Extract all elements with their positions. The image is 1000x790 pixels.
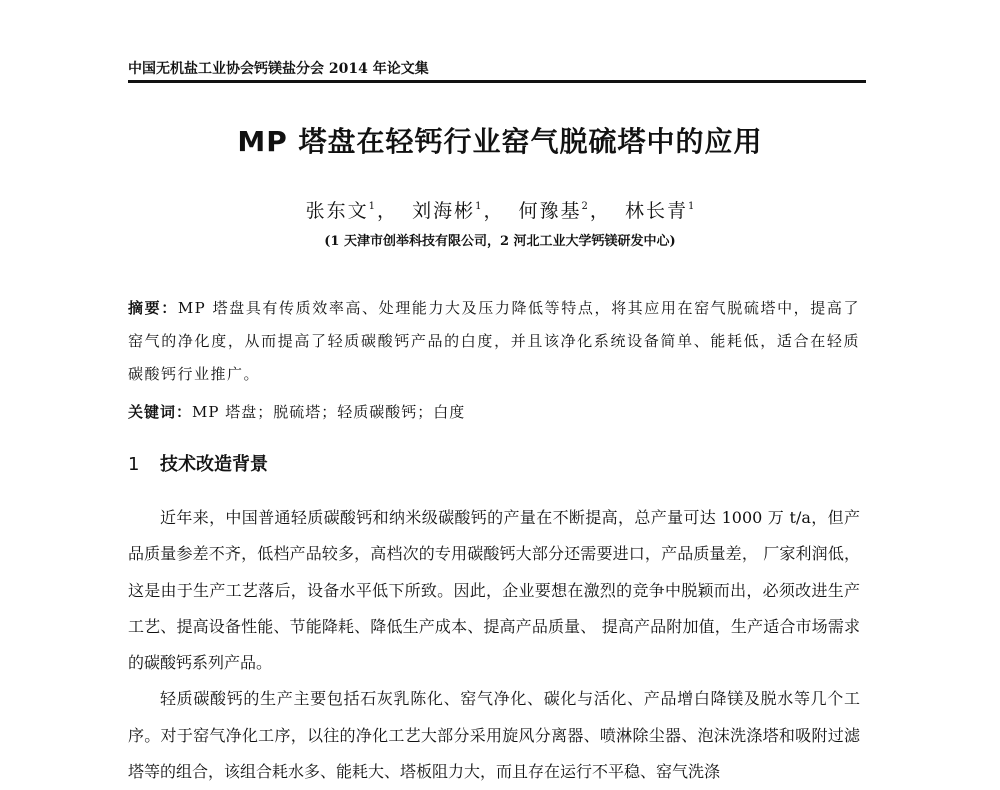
abstract (128, 292, 860, 391)
affiliation-mark: 1 (688, 201, 695, 212)
author-separator: ， (589, 200, 611, 222)
section-title: 技术改造背景 (160, 454, 268, 475)
header-rule (128, 80, 866, 83)
author-separator: ， (377, 200, 399, 222)
author-list (0, 196, 1000, 223)
affiliation-mark: 2 (581, 201, 588, 212)
author-name: 张东文 (305, 200, 369, 222)
author (519, 200, 588, 222)
abstract-label: 摘要： (128, 299, 178, 317)
keywords-text: MP 塔盘；脱硫塔；轻质碳酸钙；白度 (192, 403, 466, 421)
paper-title: MP 塔盘在轻钙行业窑气脱硫塔中的应用 (237, 125, 763, 158)
author (412, 200, 481, 222)
abstract-text: MP 塔盘具有传质效率高、处理能力大及压力降低等特点，将其应用在窑气脱硫塔中，提高了窑气的净化度，从而提高了轻质碳酸钙产品的白度，并且该净化系统设备简单、能耗低，适合在轻质碳酸钙行业推广。 (128, 299, 860, 383)
running-header: 中国无机盐工业协会钙镁盐分会 2014 年论文集 (128, 61, 429, 77)
affiliations: (1 天津市创举科技有限公司，2 河北工业大学钙镁研发中心) (324, 234, 676, 249)
keywords-label: 关键词： (128, 403, 193, 421)
author (306, 200, 375, 222)
section-heading (128, 450, 268, 476)
author-name: 林长青 (624, 200, 688, 222)
affiliation-mark: 1 (368, 201, 376, 212)
affiliation-mark: 1 (475, 201, 482, 212)
author-name: 刘海彬 (412, 200, 476, 222)
paragraph: 轻质碳酸钙的生产主要包括石灰乳陈化、窑气净化、碳化与活化、产品增白降镁及脱水等几个工序。对于窑气净化工序，以往的净化工艺大部分采用旋风分离器、喷淋除尘器、泡沫洗涤塔和吸附过滤塔等的组合，该组合耗水多、能耗大、塔板阻力大，而且存在运行不平稳、窑气洗涤 (128, 689, 860, 782)
author (625, 200, 694, 222)
keywords (128, 401, 860, 422)
section-number: 1 (128, 454, 140, 475)
section-body (128, 500, 860, 790)
author-separator: ， (483, 200, 505, 222)
author-name: 何豫基 (518, 200, 582, 222)
paragraph: 近年来，中国普通轻质碳酸钙和纳米级碳酸钙的产量在不断提高，总产量可达 1000 万 t/a，但产品质量参差不齐，低档产品较多，高档次的专用碳酸钙大部分还需要进口，产品质量差， 厂家利润低，这是由于生产工艺落后，设备水平低下所致。因此，企业要想在激烈的竞争中脱颖而出，必须改进生产工艺、提高设备性能、节能降耗、降低生产成本、提高产品质量、 提高产品附加值，生产适合市场需求的碳酸钙系列产品。 (128, 508, 860, 673)
